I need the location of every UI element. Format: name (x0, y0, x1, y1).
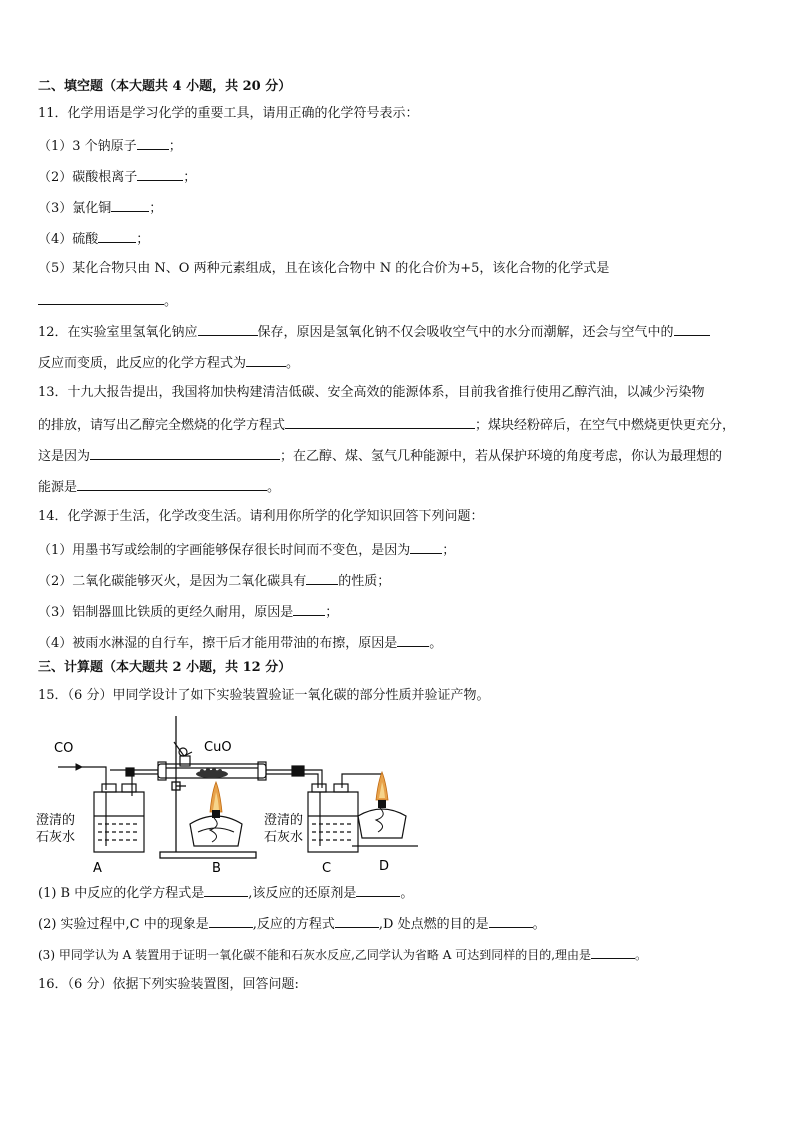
bottle-a (82, 767, 144, 852)
q15-blank-2[interactable] (356, 884, 400, 897)
q13-line4: 能源是 。 (38, 480, 281, 495)
q14-blank-4[interactable] (397, 634, 429, 647)
q11-stem: 11．化学用语是学习化学的重要工具，请用正确的化学符号表示： (38, 106, 419, 121)
co-inlet-arrow (58, 764, 82, 770)
q15-part1: (1) B 中反应的化学方程式是 ,该反应的还原剂是 。 (38, 886, 414, 901)
q13-blank-2[interactable] (90, 447, 280, 460)
q15-blank-3[interactable] (209, 915, 253, 928)
q12-line1: 12．在实验室里氢氧化钠应 保存，原因是氢氧化钠不仅会吸收空气中的水分而潮解，还会与空气中的 (38, 323, 710, 341)
q14-blank-3[interactable] (293, 603, 325, 616)
q14-blank-2[interactable] (306, 572, 338, 585)
q15-blank-1[interactable] (204, 884, 248, 897)
q13-line1: 13．十九大报告提出，我国将加快构建清洁低碳、安全高效的能源体系，目前我省推行使用乙醇汽油，以减少污染物 (38, 385, 705, 400)
tube-a-to-b (126, 768, 158, 776)
limewater-label-c-line2: 石灰水 (264, 830, 304, 845)
clamp (174, 742, 192, 766)
copper-oxide-powder (196, 768, 228, 778)
q11-blank-2[interactable] (137, 168, 183, 181)
limewater-label-a-line2: 石灰水 (36, 830, 76, 845)
spirit-lamp-d (352, 772, 418, 846)
q11-part2: （2）碳酸根离子 ； (38, 170, 197, 185)
q12-line2: 反应而变质，此反应的化学方程式为 。 (38, 356, 300, 371)
q11-part4: （4）硫酸 ； (38, 232, 150, 247)
q13-blank-1[interactable] (285, 416, 475, 429)
iron-stand (160, 716, 256, 858)
q11-part5-answer: 。 (38, 292, 177, 310)
q12-blank-1[interactable] (198, 323, 258, 336)
q11-part5: （5）某化合物只由 N、O 两种元素组成，且在该化合物中 N 的化合价为+5，该化合物的化学式是 (38, 261, 610, 276)
q15-blank-4[interactable] (335, 915, 379, 928)
label-a: A (93, 861, 102, 876)
q14-blank-1[interactable] (410, 541, 442, 554)
q12-blank-3[interactable] (246, 354, 286, 367)
q15-blank-6[interactable] (591, 946, 635, 959)
q11-blank-4[interactable] (98, 230, 136, 243)
bottle-c (308, 774, 382, 852)
q16-stem: 16．（6 分）依据下列实验装置图，回答问题: (38, 977, 299, 992)
co-label: CO (54, 741, 74, 756)
q11-part1: （1）3 个钠原子 ； (38, 139, 182, 154)
section-calc-heading: 三、计算题（本大题共 2 小题，共 12 分） (38, 660, 292, 675)
q13-line3: 这是因为 ；在乙醇、煤、氢气几种能源中，若从保护环境的角度考虑，你认为最理想的 (38, 449, 723, 464)
q11-blank-1[interactable] (137, 137, 169, 150)
spirit-lamp-b (190, 782, 242, 846)
q14-stem: 14．化学源于生活，化学改变生活。请利用你所学的化学知识回答下列问题： (38, 509, 484, 524)
q14-part2: （2）二氧化碳能够灭火，是因为二氧化碳具有 的性质； (38, 574, 391, 589)
q13-line2: 的排放，请写出乙醇完全燃烧的化学方程式 ；煤块经粉碎后，在空气中燃烧更快更充分， (38, 418, 736, 433)
q15-stem: 15．（6 分）甲同学设计了如下实验装置验证一氧化碳的部分性质并验证产物。 (38, 688, 490, 703)
limewater-label-a-line1: 澄清的 (36, 813, 76, 828)
q12-blank-2[interactable] (674, 323, 710, 336)
limewater-label-c-line1: 澄清的 (264, 813, 304, 828)
tube-b-to-c (266, 766, 322, 788)
section-fill-heading: 二、填空题（本大题共 4 小题，共 20 分） (38, 79, 292, 94)
q15-part3: (3) 甲同学认为 A 装置用于证明一氧化碳不能和石灰水反应,乙同学认为省略 A 可达到同样的目的,理由是 。 (38, 948, 648, 962)
q11-blank-5[interactable] (38, 292, 164, 305)
label-c: C (322, 861, 332, 876)
label-b: B (212, 861, 221, 876)
q15-blank-5[interactable] (489, 915, 533, 928)
q11-blank-3[interactable] (111, 199, 149, 212)
q14-part4: （4）被雨水淋湿的自行车，擦干后才能用带油的布擦，原因是 。 (38, 636, 443, 651)
cuo-label: CuO (204, 740, 232, 755)
q14-part3: （3）铝制器皿比铁质的更经久耐用，原因是 ； (38, 605, 339, 620)
q14-part1: （1）用墨书写或绘制的字画能够保存很长时间而不变色，是因为 ； (38, 543, 456, 558)
co-reduction-apparatus-figure (36, 712, 446, 878)
q13-blank-3[interactable] (77, 478, 267, 491)
label-d: D (379, 859, 390, 874)
q11-part3: （3）氯化铜 ； (38, 201, 163, 216)
q15-part2: (2) 实验过程中,C 中的现象是 ,反应的方程式 ,D 处点燃的目的是 。 (38, 917, 546, 932)
